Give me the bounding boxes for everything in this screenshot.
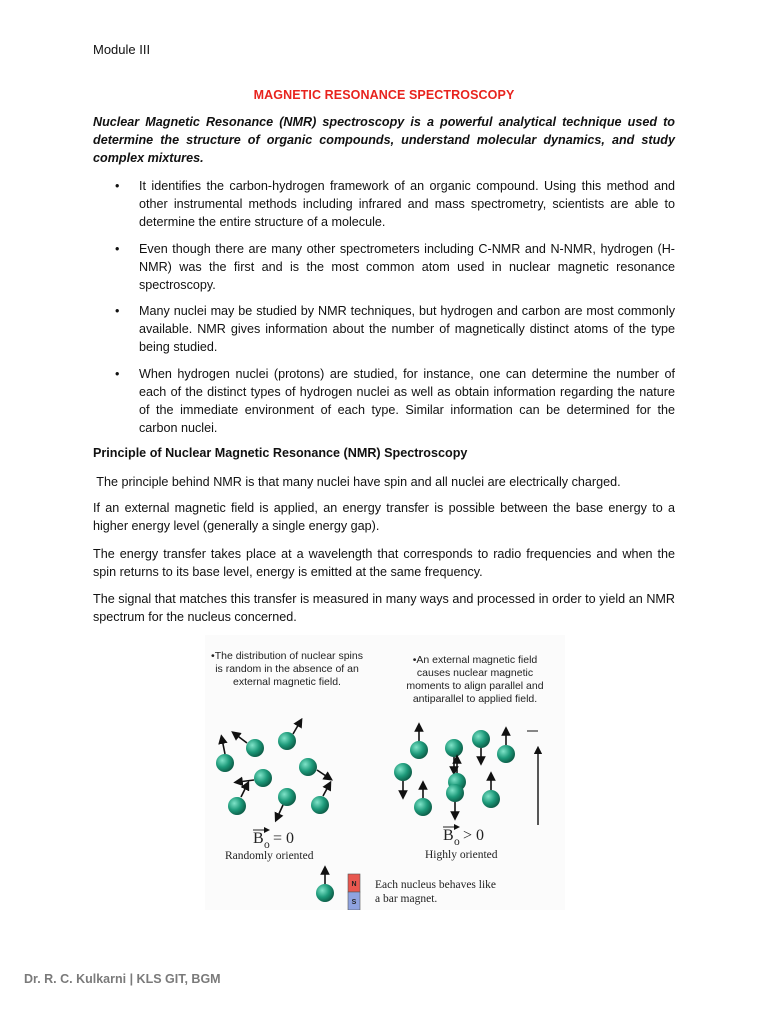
module-label: Module III <box>93 42 151 57</box>
paragraph: If an external magnetic field is applied, an energy transfer is possible between the base energy to a higher energy level (generally a single energy gap). <box>93 501 675 533</box>
magnet-n-label: N <box>351 881 357 888</box>
right-caption-line: •An external magnetic field <box>412 654 538 666</box>
list-item <box>93 240 675 294</box>
bullet-icon: • <box>115 367 120 381</box>
bullet-icon: • <box>115 179 120 193</box>
list-item-text: Even though there are many other spectrometers including C-NMR and N-NMR, hydrogen (H-NMR) was the first and is the most common atom used in nuclear magnetic resonance spectroscopy. <box>139 242 675 292</box>
bullet-icon: • <box>115 242 120 256</box>
page-footer: Dr. R. C. Kulkarni | KLS GIT, BGM <box>24 972 221 986</box>
paragraph: The energy transfer takes place at a wavelength that corresponds to radio frequencies and when the spin returns to its base level, energy is emitted at the same frequency. <box>93 547 675 579</box>
list-item <box>93 302 675 356</box>
magnet-caption-line: Each nucleus behaves like <box>375 879 497 891</box>
bar-magnet-icon <box>348 874 360 910</box>
section-heading: Principle of Nuclear Magnetic Resonance (NMR) Spectroscopy <box>93 446 468 460</box>
field-symbol: B <box>253 830 264 847</box>
magnet-caption-line: a bar magnet. <box>375 893 438 905</box>
list-item <box>93 365 675 437</box>
left-orientation-label: Randomly oriented <box>225 850 314 862</box>
right-orientation-label: Highly oriented <box>425 849 498 861</box>
field-subscript: o <box>264 839 270 851</box>
magnet-s-label: S <box>351 899 357 906</box>
left-caption-line: is random in the absence of an <box>215 663 359 675</box>
paragraph: The signal that matches this transfer is measured in many ways and processed in order to yield an NMR spectrum for the nucleus concerned. <box>93 592 675 624</box>
bullet-icon: • <box>115 304 120 318</box>
left-caption-line: •The distribution of nuclear spins <box>211 650 363 662</box>
nmr-spin-figure <box>205 635 565 910</box>
list-item-text: When hydrogen nuclei (protons) are studied, for instance, one can determine the number of each of the distinct types of hydrogen nuclei as well as obtain information regarding the nature of the immediate environment of each type. Similar information can be determined for the carbon nuclei. <box>139 367 675 435</box>
intro-paragraph: Nuclear Magnetic Resonance (NMR) spectroscopy is a powerful analytical technique used to determine the structure of organic compounds, understand molecular dynamics, and study complex mixtures. <box>93 115 675 165</box>
field-value: = 0 <box>273 830 295 847</box>
right-caption-line: causes nuclear magnetic <box>416 667 534 679</box>
field-symbol: B <box>443 827 454 844</box>
page-title: MAGNETIC RESONANCE SPECTROSCOPY <box>253 88 515 102</box>
right-caption-line: antiparallel to applied field. <box>412 693 538 705</box>
list-item-text: Many nuclei may be studied by NMR techniques, but hydrogen and carbon are most commonly available. NMR gives information about the number of magnetically distinct atoms of the type being studied. <box>139 304 675 354</box>
field-value: > 0 <box>463 827 485 844</box>
paragraph: The principle behind NMR is that many nuclei have spin and all nuclei are electrically charged. <box>93 475 621 489</box>
field-subscript: o <box>454 836 460 848</box>
list-item-text: It identifies the carbon-hydrogen framework of an organic compound. Using this method and other instrumental methods including infrared and mass spectrometry, scientists are able to determine the entire structure of a molecule. <box>139 179 675 229</box>
left-caption-line: external magnetic field. <box>233 676 341 688</box>
right-caption-line: moments to align parallel and <box>406 680 544 692</box>
list-item <box>93 177 675 231</box>
